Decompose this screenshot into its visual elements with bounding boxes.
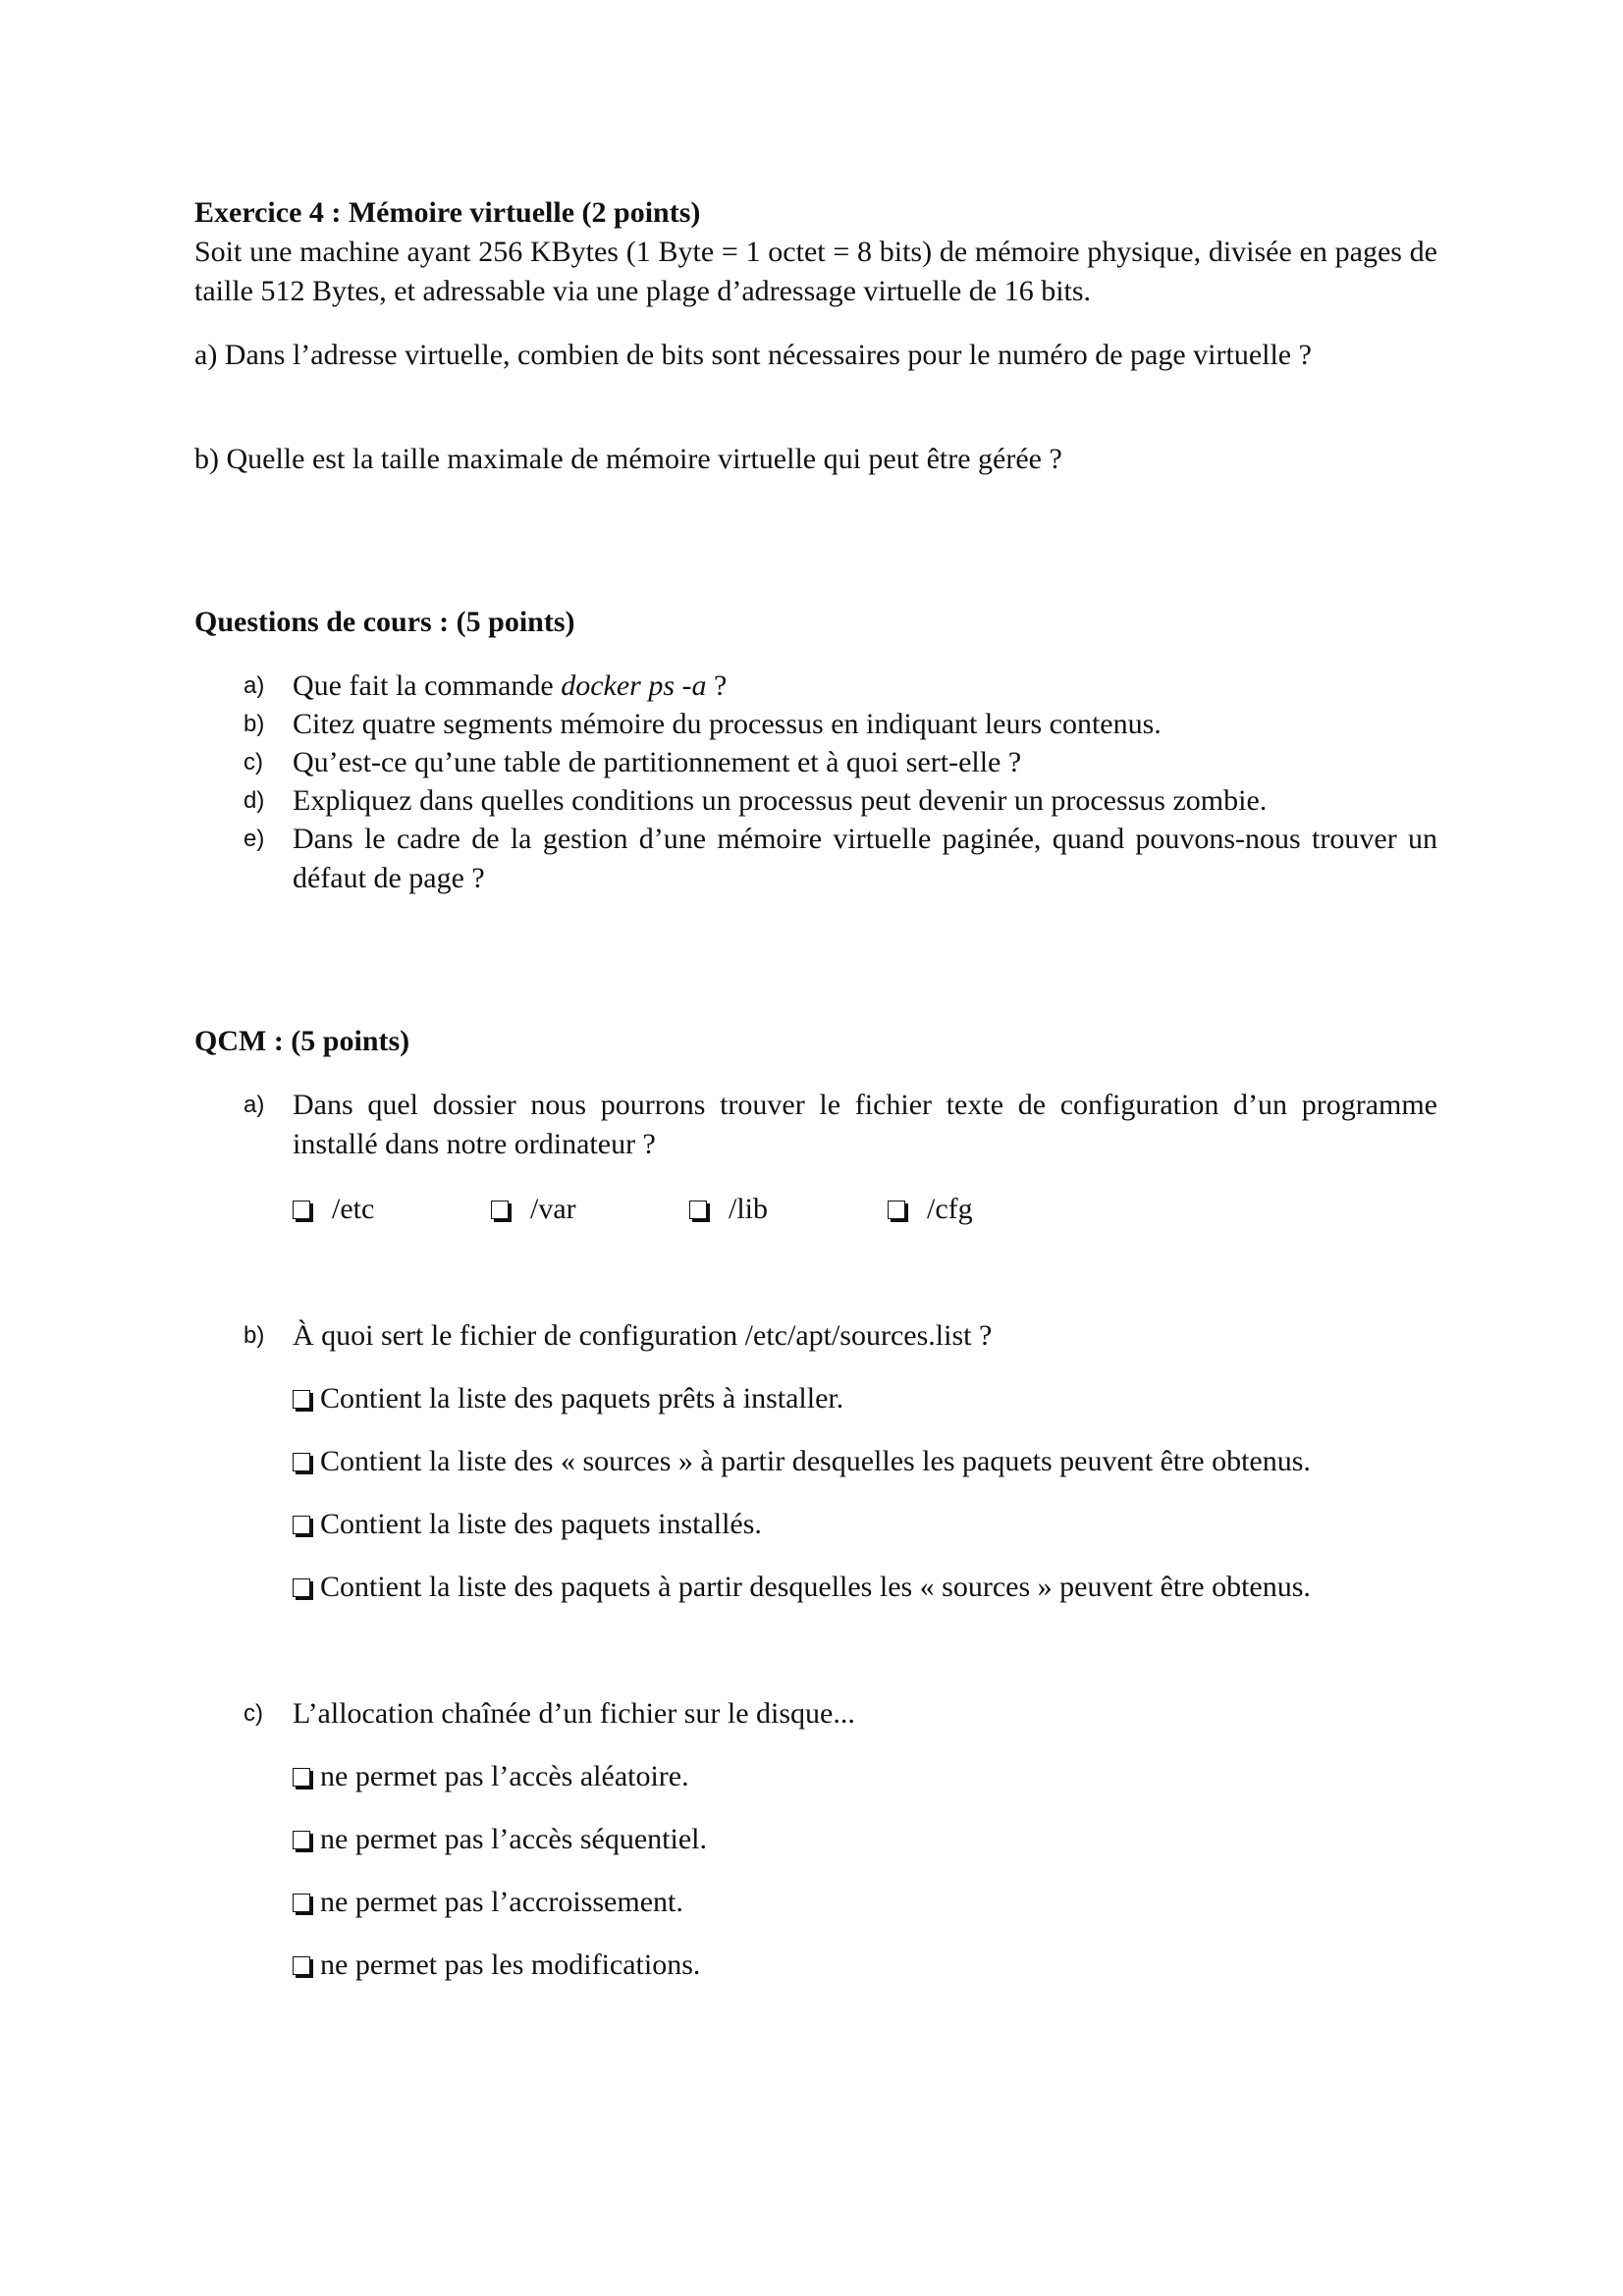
option-label: ne permet pas l’accès séquentiel. xyxy=(320,1823,707,1855)
qcm-title: QCM : (5 points) xyxy=(194,1025,410,1057)
course-question-text xyxy=(293,667,1437,706)
list-marker: a) xyxy=(243,672,265,699)
course-question-text: Citez quatre segments mémoire du processus en indiquant leurs contenus. xyxy=(293,708,1162,740)
qcm-question-a xyxy=(243,1086,1437,1164)
checkbox-icon[interactable] xyxy=(293,1894,310,1912)
exercise-4-question-b: b) Quelle est la taille maximale de mémoire virtuelle qui peut être gérée ? xyxy=(194,443,1062,475)
option-label: ne permet pas l’accès aléatoire. xyxy=(320,1760,689,1792)
option-label: ne permet pas les modifications. xyxy=(320,1949,701,1981)
list-marker: e) xyxy=(243,826,265,852)
qcm-c-option-1[interactable] xyxy=(293,1757,689,1796)
option-label: ne permet pas l’accroissement. xyxy=(320,1886,683,1918)
text-part: Que fait la commande xyxy=(293,669,562,702)
list-marker: d) xyxy=(243,787,265,814)
qcm-c-option-4[interactable] xyxy=(293,1946,700,1985)
checkbox-icon[interactable] xyxy=(293,1578,310,1597)
option-label: Contient la liste des « sources » à partir desquelles les paquets peuvent être obtenus. xyxy=(320,1445,1311,1477)
option-label: Contient la liste des paquets installés. xyxy=(320,1508,762,1540)
exercise-4-question-a: a) Dans l’adresse virtuelle, combien de bits sont nécessaires pour le numéro de page virtuelle ? xyxy=(194,339,1312,371)
option-label: /var xyxy=(530,1193,576,1225)
option-label: Contient la liste des paquets à partir desquelles les « sources » peuvent être obtenus. xyxy=(320,1571,1311,1603)
command-text: docker ps -a xyxy=(561,669,707,702)
qcm-question-text: L’allocation chaînée d’un fichier sur le disque... xyxy=(293,1697,855,1730)
checkbox-icon[interactable] xyxy=(293,1201,310,1219)
course-question-a xyxy=(243,667,1437,706)
text-part: ? xyxy=(706,669,728,702)
list-marker: c) xyxy=(243,1700,263,1727)
qcm-b-option-1[interactable] xyxy=(293,1379,843,1418)
exercise-4-title: Exercice 4 : Mémoire virtuelle (2 points) xyxy=(194,196,701,229)
course-question-e xyxy=(243,820,1437,898)
course-question-text: Dans le cadre de la gestion d’une mémoire virtuelle paginée, quand pouvons-nous trouver un défaut de page ? xyxy=(293,823,1437,894)
checkbox-icon[interactable] xyxy=(293,1831,310,1849)
option-label: /cfg xyxy=(927,1193,973,1225)
list-marker: a) xyxy=(243,1092,265,1118)
checkbox-icon[interactable] xyxy=(888,1201,905,1219)
course-question-d xyxy=(243,781,1437,821)
checkbox-icon[interactable] xyxy=(293,1768,310,1787)
qcm-b-option-3[interactable] xyxy=(293,1505,762,1544)
exercise-4-intro: Soit une machine ayant 256 KBytes (1 Byte = 1 octet = 8 bits) de mémoire physique, divisée en pages de taille 512 Bytes, et adressable via une plage d’adressage virtuelle de 16 bits. xyxy=(194,236,1437,307)
qcm-b-option-4[interactable] xyxy=(293,1568,1311,1607)
list-marker: b) xyxy=(243,1322,265,1349)
option-label: Contient la liste des paquets prêts à installer. xyxy=(320,1382,844,1415)
qcm-question-c xyxy=(243,1694,1437,1734)
qcm-b-option-2[interactable] xyxy=(293,1442,1311,1481)
qcm-question-text: Dans quel dossier nous pourrons trouver le fichier texte de configuration d’un programme installé dans notre ordinateur ? xyxy=(293,1089,1437,1160)
qcm-a-option-var[interactable] xyxy=(491,1190,576,1229)
qcm-c-option-2[interactable] xyxy=(293,1820,707,1859)
checkbox-icon[interactable] xyxy=(293,1516,310,1534)
qcm-a-option-lib[interactable] xyxy=(689,1190,768,1229)
course-question-b xyxy=(243,705,1437,744)
course-question-c xyxy=(243,743,1437,782)
checkbox-icon[interactable] xyxy=(491,1201,509,1219)
list-marker: c) xyxy=(243,749,263,775)
checkbox-icon[interactable] xyxy=(293,1453,310,1471)
course-questions-title: Questions de cours : (5 points) xyxy=(194,606,575,638)
qcm-a-option-cfg[interactable] xyxy=(888,1190,973,1229)
checkbox-icon[interactable] xyxy=(293,1390,310,1409)
option-label: /etc xyxy=(332,1193,375,1225)
checkbox-icon[interactable] xyxy=(293,1956,310,1975)
course-question-text: Qu’est-ce qu’une table de partitionnement et à quoi sert-elle ? xyxy=(293,746,1022,778)
qcm-c-option-3[interactable] xyxy=(293,1883,683,1922)
option-label: /lib xyxy=(729,1193,769,1225)
qcm-question-b xyxy=(243,1316,1437,1356)
qcm-question-text: À quoi sert le fichier de configuration /etc/apt/sources.list ? xyxy=(293,1319,993,1352)
checkbox-icon[interactable] xyxy=(689,1201,707,1219)
course-question-text: Expliquez dans quelles conditions un processus peut devenir un processus zombie. xyxy=(293,784,1268,817)
list-marker: b) xyxy=(243,711,265,737)
qcm-a-option-etc[interactable] xyxy=(293,1190,374,1229)
